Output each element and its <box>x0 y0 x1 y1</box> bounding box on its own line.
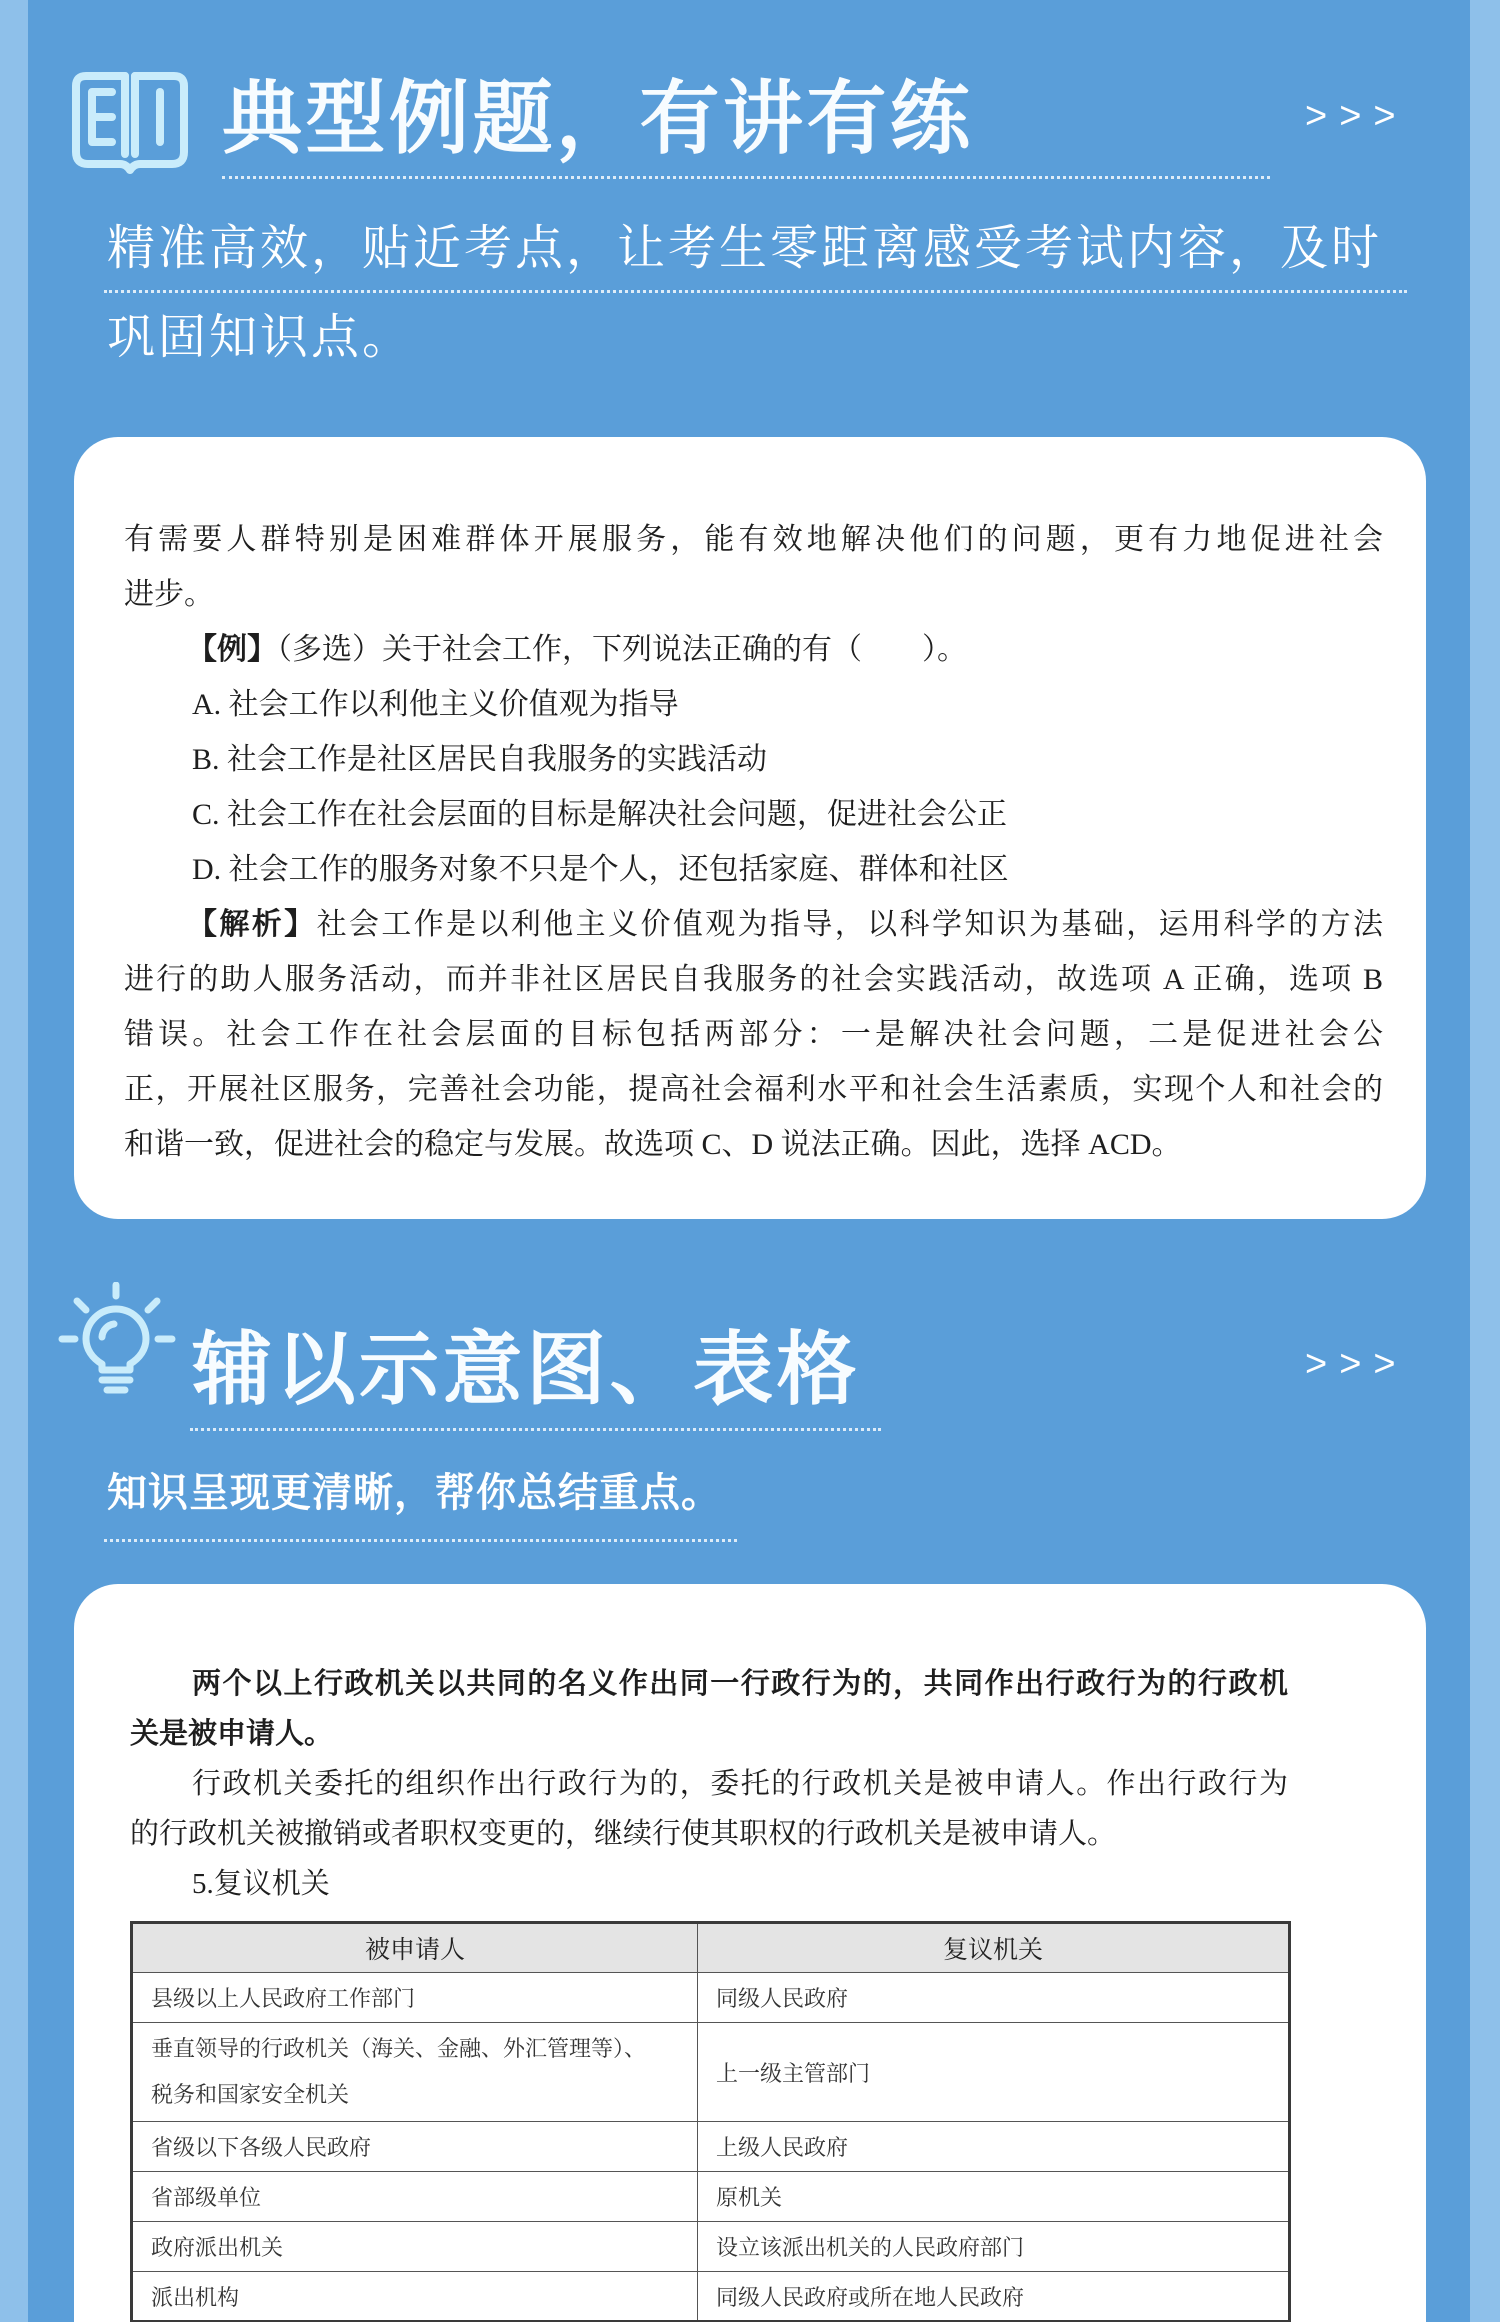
analysis-line: 和谐一致，促进社会的稳定与发展。故选项 C、D 说法正确。因此，选择 ACD。 <box>124 1128 1182 1161</box>
paragraph-line: 的行政机关被撤销或者职权变更的，继续行使其职权的行政机关是被申请人。 <box>130 1818 1117 1850</box>
open-book-icon-graphic <box>70 70 190 176</box>
table-header-row <box>132 1923 1290 1973</box>
table-cell: 省级以下各级人民政府 <box>132 2122 698 2172</box>
analysis-line: 正，开展社区服务，完善社会功能，提高社会福利水平和社会生活素质，实现个人和社会的 <box>124 1073 1383 1106</box>
table-cell: 设立该派出机关的人民政府部门 <box>698 2222 1290 2272</box>
lightbulb-icon-graphic <box>58 1282 176 1400</box>
example-card <box>74 437 1426 1219</box>
table-cell: 政府派出机关 <box>132 2222 698 2272</box>
section-subtitle-line: 知识呈现更清晰，帮你总结重点。 <box>107 1470 722 1515</box>
dotted-divider <box>104 1539 737 1542</box>
dotted-divider <box>190 1428 881 1431</box>
section-title: 辅以示意图、表格 <box>192 1327 860 1415</box>
section-heading: 5.复议机关 <box>192 1868 330 1900</box>
lightbulb-icon-strokes <box>62 1285 172 1390</box>
example-question <box>124 622 1383 677</box>
analysis-line <box>124 897 1383 952</box>
lightbulb-icon <box>58 1282 176 1400</box>
table-cell: 上一级主管部门 <box>698 2023 1290 2122</box>
table-row <box>132 2122 1290 2172</box>
table-cell: 同级人民政府 <box>698 1973 1290 2023</box>
table-card <box>74 1584 1426 2322</box>
table-row <box>132 1973 1290 2023</box>
section-subtitle-line: 巩固知识点。 <box>107 311 414 364</box>
table-cell-line: 税务和国家安全机关 <box>151 2082 350 2107</box>
section-title: 典型例题，有讲有练 <box>222 76 974 164</box>
table-cell: 县级以上人民政府工作部门 <box>132 1973 698 2023</box>
option-b: B. 社会工作是社区居民自我服务的实践活动 <box>192 743 768 776</box>
table-row <box>132 2172 1290 2222</box>
intro-line: 有需要人群特别是困难群体开展服务，能有效地解决他们的问题，更有力地促进社会 <box>124 523 1383 556</box>
table-row <box>132 2272 1290 2322</box>
bold-paragraph-line: 两个以上行政机关以共同的名义作出同一行政行为的，共同作出行政行为的行政机 <box>192 1668 1288 1700</box>
dotted-divider <box>104 290 1407 293</box>
option-c: C. 社会工作在社会层面的目标是解决社会问题，促进社会公正 <box>192 798 1008 831</box>
analysis-text: 社会工作是以利他主义价值观为指导，以科学知识为基础，运用科学的方法 <box>316 908 1383 941</box>
table-cell: 派出机构 <box>132 2272 698 2322</box>
table-row <box>132 2023 1290 2122</box>
left-edge-stripe <box>0 0 28 2322</box>
option-d: D. 社会工作的服务对象不只是个人，还包括家庭、群体和社区 <box>192 853 1009 886</box>
analysis-label: 【解析】 <box>187 908 317 941</box>
table-cell: 省部级单位 <box>132 2172 698 2222</box>
right-edge-stripe <box>1470 0 1500 2322</box>
open-book-icon-strokes <box>76 76 184 170</box>
table-cell: 原机关 <box>698 2172 1290 2222</box>
paragraph-line: 行政机关委托的组织作出行政行为的，委托的行政机关是被申请人。作出行政行为 <box>192 1768 1288 1800</box>
chevrons-decoration: >>> <box>1305 1343 1408 1385</box>
example-text: （多选）关于社会工作，下列说法正确的有（ ）。 <box>277 633 967 666</box>
review-authority-table <box>130 1921 1291 2322</box>
example-label: 【例】 <box>187 633 277 666</box>
table-cell <box>132 2023 698 2122</box>
dotted-divider <box>222 176 1270 179</box>
bold-paragraph-line: 关是被申请人。 <box>130 1718 334 1750</box>
table-cell: 上级人民政府 <box>698 2122 1290 2172</box>
table-cell: 同级人民政府或所在地人民政府 <box>698 2272 1290 2322</box>
intro-line: 进步。 <box>124 578 214 611</box>
analysis-line: 进行的助人服务活动，而并非社区居民自我服务的社会实践活动，故选项 A 正确，选项 B <box>124 963 1383 996</box>
chevrons-decoration: >>> <box>1305 95 1408 137</box>
option-a: A. 社会工作以利他主义价值观为指导 <box>192 688 679 721</box>
open-book-icon <box>70 70 190 176</box>
section-subtitle-line: 精准高效，贴近考点，让考生零距离感受考试内容，及时 <box>107 222 1383 275</box>
table-header-cell: 被申请人 <box>132 1923 698 1973</box>
analysis-line: 错误。社会工作在社会层面的目标包括两部分：一是解决社会问题，二是促进社会公 <box>124 1018 1383 1051</box>
table-row <box>132 2222 1290 2272</box>
table-header-cell: 复议机关 <box>698 1923 1290 1973</box>
table-cell-line: 垂直领导的行政机关（海关、金融、外汇管理等）、 <box>151 2036 647 2061</box>
